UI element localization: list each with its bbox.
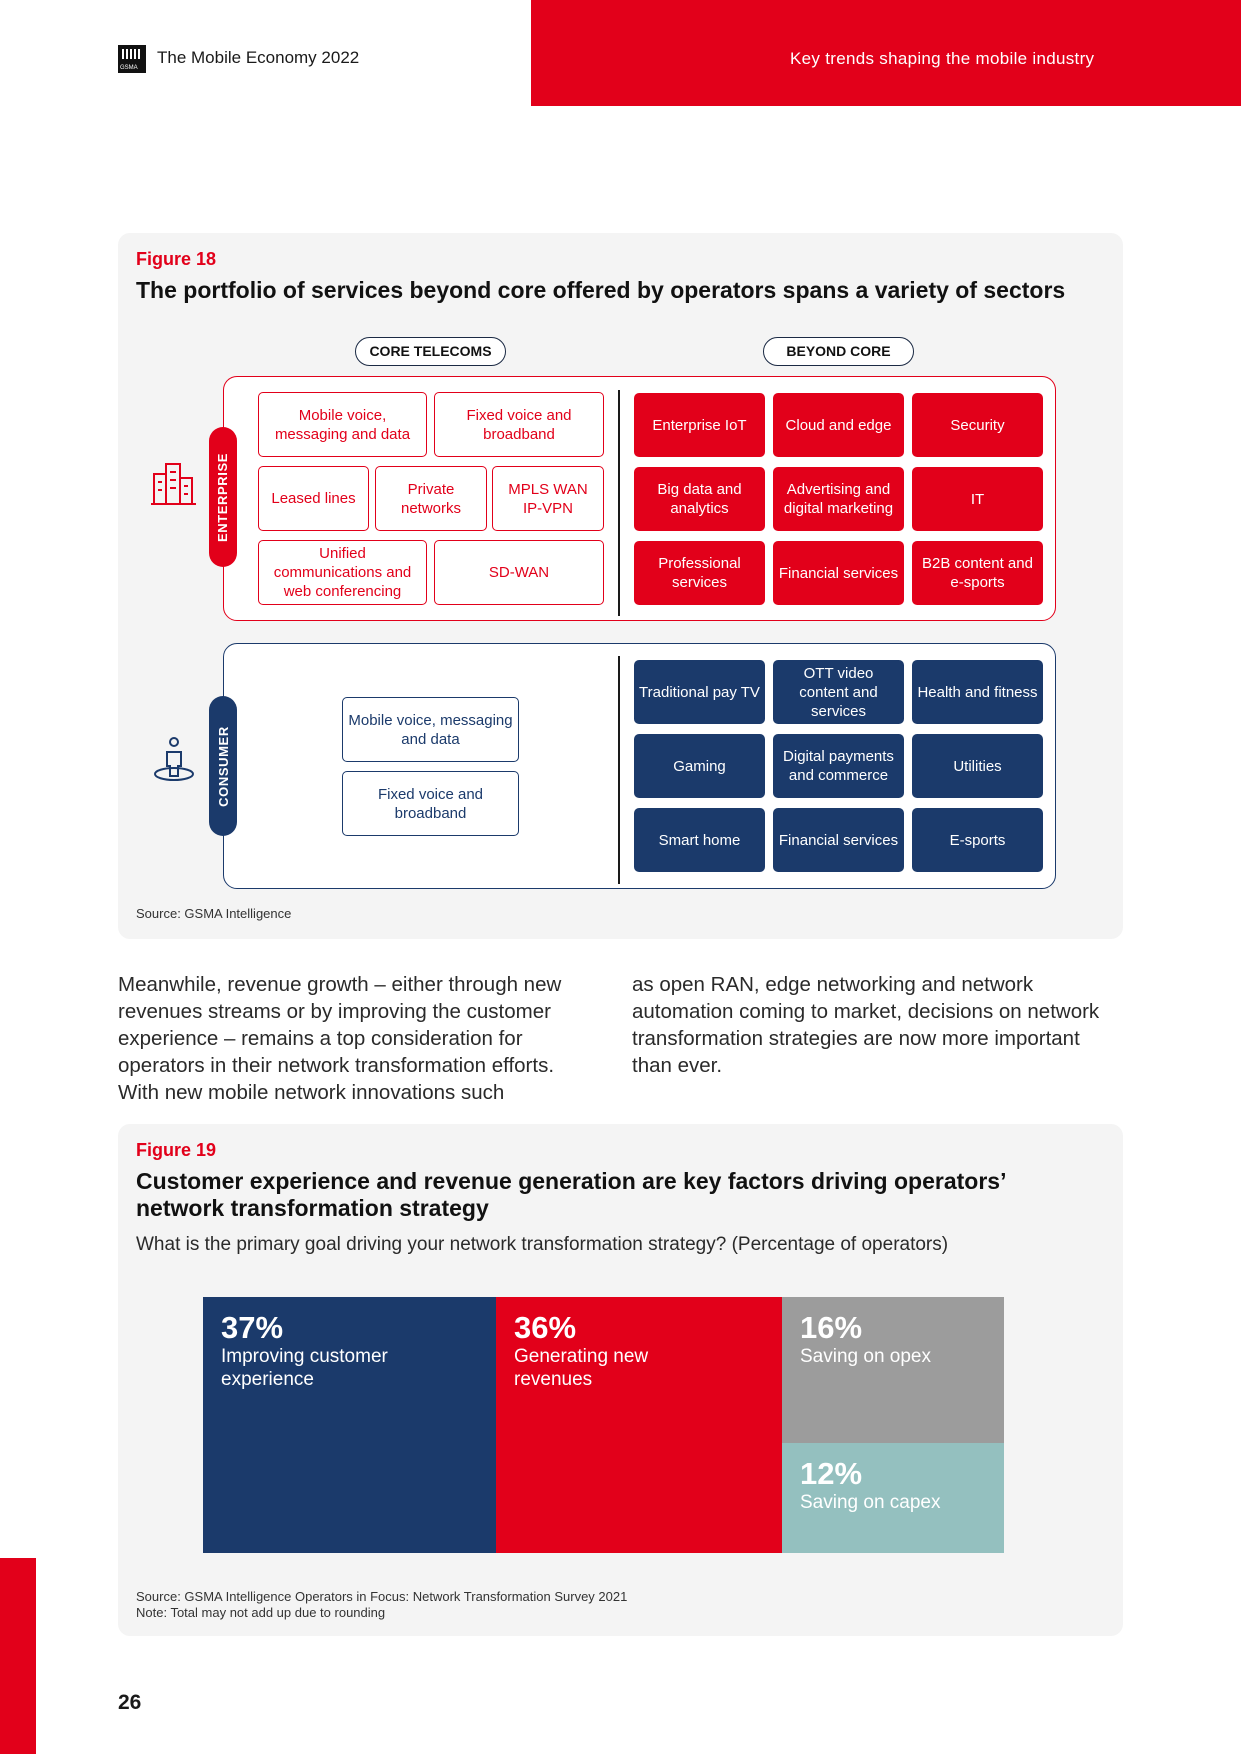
enterprise-core-box: Unified communications and web conferencing — [258, 540, 427, 605]
enterprise-beyond-box: Financial services — [773, 541, 904, 605]
enterprise-beyond-box: Advertising and digital marketing — [773, 467, 904, 531]
treemap-value-label: 16% — [800, 1310, 863, 1345]
consumer-beyond-box: Gaming — [634, 734, 765, 798]
treemap-tile — [496, 1297, 782, 1553]
enterprise-beyond-box: B2B content and e-sports — [912, 541, 1043, 605]
figure-19-note: Note: Total may not add up due to rounding — [136, 1605, 386, 1620]
core-telecoms-pill: CORE TELECOMS — [355, 337, 506, 366]
enterprise-beyond-box: Cloud and edge — [773, 393, 904, 457]
treemap-tile — [782, 1297, 1004, 1443]
figure-19-subtitle: What is the primary goal driving your network transformation strategy? (Percentage of operators) — [136, 1234, 949, 1255]
treemap-tile — [782, 1443, 1004, 1553]
enterprise-beyond-box: Professional services — [634, 541, 765, 605]
body-column-1: Meanwhile, revenue growth – either through new revenues streams or by improving the customer experience – remains a top consideration for operators in their network transformation efforts. With new mobile network innovations such — [118, 973, 562, 1104]
publication-title: The Mobile Economy 2022 — [157, 48, 360, 67]
figure-19-source: Source: GSMA Intelligence Operators in Focus: Network Transformation Survey 2021 — [136, 1589, 628, 1604]
enterprise-tab — [209, 427, 237, 567]
left-red-bar — [0, 1558, 36, 1754]
enterprise-core-box: Fixed voice and broadband — [434, 392, 604, 457]
enterprise-beyond-box: Big data and analytics — [634, 467, 765, 531]
treemap-chart — [203, 1297, 1004, 1553]
treemap-tile — [203, 1297, 496, 1553]
consumer-core-box: Fixed voice and broadband — [342, 771, 519, 836]
enterprise-core-box: SD-WAN — [434, 540, 604, 605]
treemap-value-label: 36% — [514, 1310, 577, 1345]
logo-text: GSMA — [120, 65, 138, 71]
consumer-beyond-box: Smart home — [634, 808, 765, 872]
beyond-core-pill: BEYOND CORE — [763, 337, 914, 366]
treemap-value-label: 37% — [221, 1310, 284, 1345]
enterprise-core-box: Mobile voice, messaging and data — [258, 392, 427, 457]
body-column-2: as open RAN, edge networking and network automation coming to market, decisions on network transformation strategies are now more important than ever. — [632, 973, 1100, 1077]
gsma-logo — [118, 45, 146, 73]
figure-19-label: Figure 19 — [136, 1140, 217, 1160]
enterprise-tab-label: ENTERPRISE — [215, 452, 231, 542]
enterprise-core-box: Private networks — [375, 466, 487, 531]
figure-18-title: The portfolio of services beyond core offered by operators spans a variety of sectors — [136, 277, 1066, 303]
consumer-beyond-box: OTT video content and services — [773, 660, 904, 724]
consumer-beyond-box: E-sports — [912, 808, 1043, 872]
enterprise-beyond-box: IT — [912, 467, 1043, 531]
person-icon — [152, 736, 196, 784]
consumer-beyond-box: Traditional pay TV — [634, 660, 765, 724]
treemap-category-label: Saving on opex — [800, 1346, 931, 1367]
consumer-core-box: Mobile voice, messaging and data — [342, 697, 519, 762]
figure-18-source: Source: GSMA Intelligence — [136, 906, 292, 921]
consumer-beyond-box: Financial services — [773, 808, 904, 872]
figure-19-title: Customer experience and revenue generation are key factors driving operators’ network transformation strategy — [136, 1168, 1006, 1221]
enterprise-beyond-box: Enterprise IoT — [634, 393, 765, 457]
treemap-category-label: Generating new revenues — [514, 1346, 649, 1390]
consumer-tab — [209, 696, 237, 836]
consumer-beyond-box: Digital payments and commerce — [773, 734, 904, 798]
enterprise-beyond-box: Security — [912, 393, 1043, 457]
treemap-category-label: Saving on capex — [800, 1492, 941, 1513]
figure-18-label: Figure 18 — [136, 249, 217, 269]
consumer-divider — [618, 656, 620, 884]
treemap-category-label: Improving customer experience — [221, 1346, 388, 1390]
section-title: Key trends shaping the mobile industry — [790, 49, 1095, 68]
consumer-beyond-box: Health and fitness — [912, 660, 1043, 724]
enterprise-core-box: MPLS WAN IP-VPN — [492, 466, 604, 531]
consumer-tab-label: CONSUMER — [215, 725, 231, 807]
treemap-value-label: 12% — [800, 1456, 863, 1491]
building-icon — [150, 460, 198, 508]
page-number: 26 — [118, 1691, 142, 1714]
enterprise-divider — [618, 390, 620, 616]
consumer-beyond-box: Utilities — [912, 734, 1043, 798]
enterprise-core-box: Leased lines — [258, 466, 369, 531]
